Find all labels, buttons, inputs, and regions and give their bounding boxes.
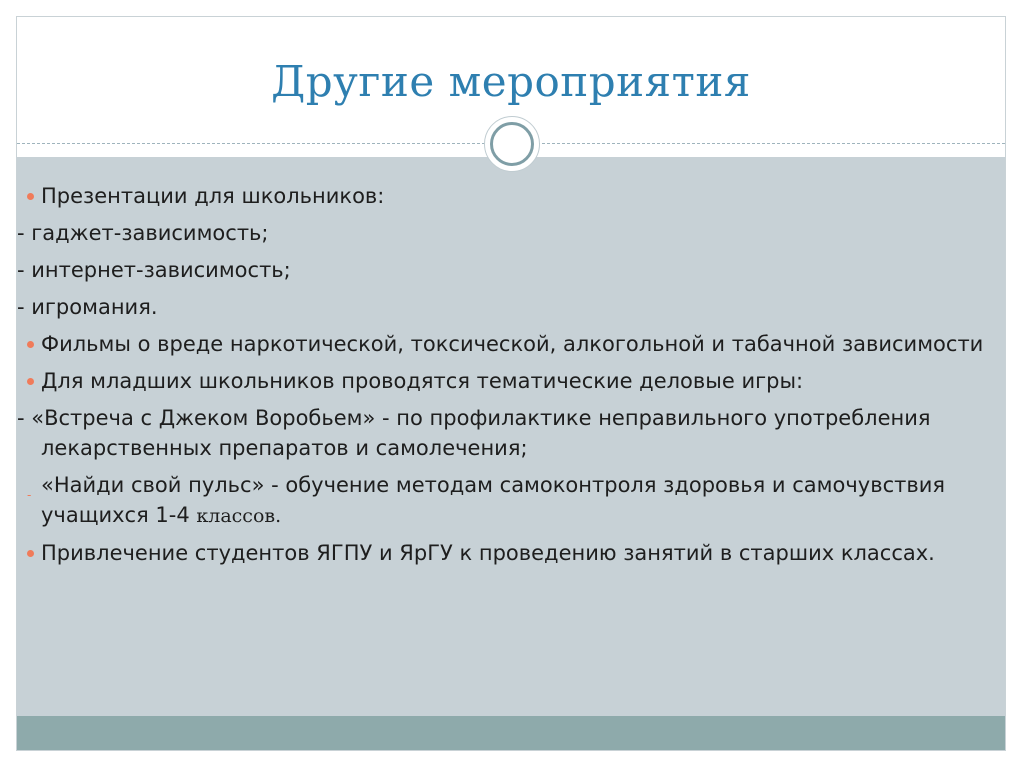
list-item-text: Для младших школьников проводятся тематические деловые игры: (41, 369, 804, 393)
list-item (17, 218, 992, 248)
list-item (17, 329, 992, 359)
list-item-tail: классов. (196, 505, 282, 527)
list-item-text: Презентации для школьников: (41, 184, 385, 208)
list-item (17, 366, 992, 396)
list-item-text: Фильмы о вреде наркотической, токсической, алкогольной и табачной зависимости (41, 332, 984, 356)
list-item (17, 538, 992, 568)
list-item-text: - интернет-зависимость; (17, 258, 291, 282)
list-item-text: «Найди свой пульс» - обучение методам самоконтроля здоровья и самочувствия учащихся 1-4 (41, 473, 946, 527)
slide (16, 16, 1006, 751)
bullet-list (17, 181, 992, 575)
footer-band (17, 716, 1005, 750)
list-item-text: - «Встреча с Джеком Воробьем» - по профилактике неправильного употребления лекарственных препаратов и самолечения; (17, 406, 931, 460)
list-item-text: Привлечение студентов ЯГПУ и ЯрГУ к проведению занятий в старших классах. (41, 541, 935, 565)
content-area (17, 157, 1005, 716)
ring-ornament-icon (484, 116, 540, 172)
list-item (17, 403, 992, 463)
list-item-text: - гаджет-зависимость; (17, 221, 269, 245)
ring-inner (490, 122, 534, 166)
slide-title: Другие мероприятия (271, 57, 751, 106)
list-item (17, 470, 992, 531)
bullet-icon (27, 550, 34, 557)
bullet-icon (27, 341, 34, 348)
bullet-icon (27, 193, 34, 200)
list-item (17, 255, 992, 285)
list-item (17, 181, 992, 211)
list-item (17, 292, 992, 322)
bullet-icon (27, 378, 34, 385)
list-item-text: - игромания. (17, 295, 158, 319)
dash-marker: - (27, 488, 32, 502)
